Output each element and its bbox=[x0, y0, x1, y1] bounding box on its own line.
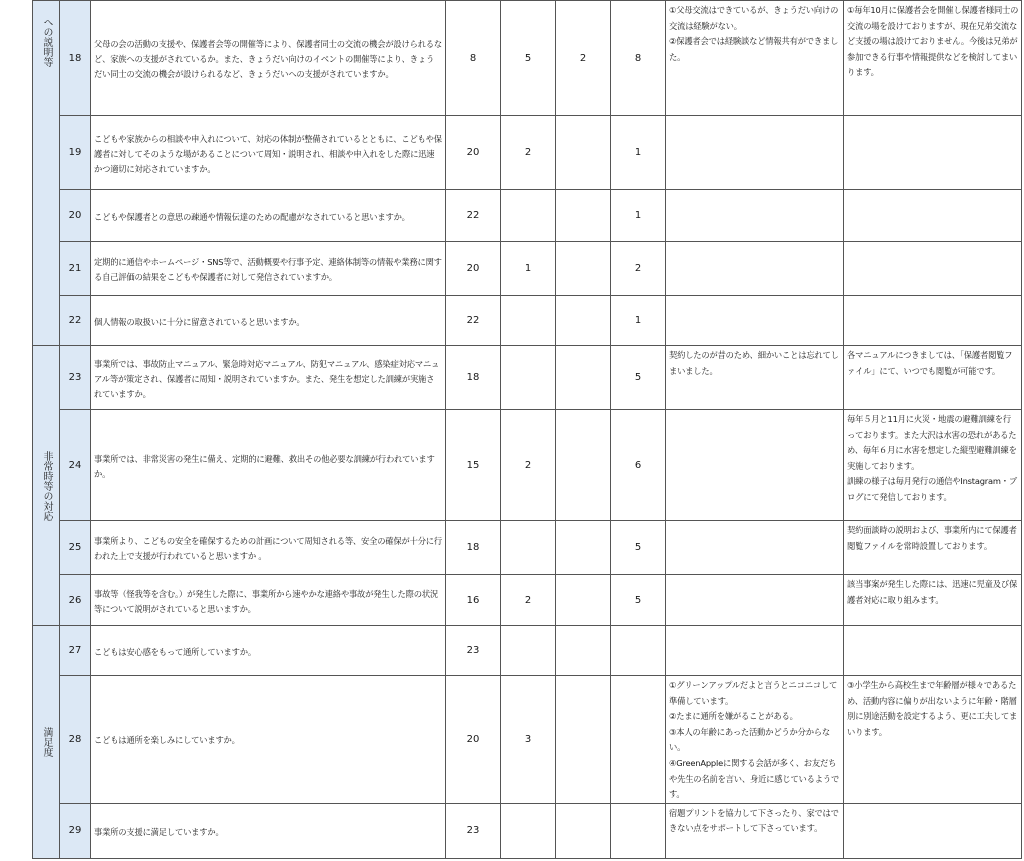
table-row bbox=[33, 116, 1022, 190]
row-number: 18 bbox=[60, 1, 91, 116]
row-number: 28 bbox=[60, 676, 91, 804]
section-label-text: 満足度 bbox=[41, 726, 52, 757]
question-text: 定期的に通信やホームページ・SNS等で、活動概要や行事予定、連絡体制等の情報や業務に関する自己評価の結果をこどもや保護者に対して発信されていますか。 bbox=[91, 242, 446, 296]
row-number: 25 bbox=[60, 521, 91, 575]
answer-unknown bbox=[611, 803, 666, 858]
row-number: 26 bbox=[60, 575, 91, 626]
facility-response bbox=[844, 803, 1022, 858]
answer-yes: 20 bbox=[446, 116, 501, 190]
guardian-comment bbox=[666, 242, 844, 296]
facility-response: 該当事案が発生した際には、迅速に児童及び保護者対応に取り組みます。 bbox=[844, 575, 1022, 626]
row-number: 24 bbox=[60, 410, 91, 521]
section-label bbox=[33, 1, 60, 346]
guardian-comment bbox=[666, 116, 844, 190]
facility-response: ③小学生から高校生まで年齢層が様々であるため、活動内容に偏りが出ないように年齢・階層別に別途活動を設定するよう、更に工夫してまいります。 bbox=[844, 676, 1022, 804]
question-text: こどもは通所を楽しみにしていますか。 bbox=[91, 676, 446, 804]
facility-response bbox=[844, 296, 1022, 346]
facility-response bbox=[844, 626, 1022, 676]
answer-neutral bbox=[501, 346, 556, 410]
answer-no bbox=[556, 521, 611, 575]
answer-no bbox=[556, 346, 611, 410]
facility-response: 毎年５月と11月に火災・地震の避難訓練を行っております。また大沢は水害の恐れがあるため、毎年６月に水害を想定した縦型避難訓練を実施しております。 訓練の様子は毎月発行の通信やInstagram・ブログにて発信しております。 bbox=[844, 410, 1022, 521]
answer-yes: 23 bbox=[446, 626, 501, 676]
answer-neutral bbox=[501, 190, 556, 242]
question-text: 個人情報の取扱いに十分に留意されていると思いますか。 bbox=[91, 296, 446, 346]
answer-no bbox=[556, 626, 611, 676]
table-row bbox=[33, 521, 1022, 575]
answer-yes: 22 bbox=[446, 296, 501, 346]
table-row bbox=[33, 803, 1022, 858]
section-label-text: への説明等 bbox=[41, 17, 52, 67]
answer-neutral bbox=[501, 521, 556, 575]
answer-neutral bbox=[501, 626, 556, 676]
answer-neutral: 1 bbox=[501, 242, 556, 296]
answer-no bbox=[556, 575, 611, 626]
table-row bbox=[33, 410, 1022, 521]
answer-no: 2 bbox=[556, 1, 611, 116]
answer-neutral: 2 bbox=[501, 575, 556, 626]
facility-response: 契約面談時の説明および、事業所内にて保護者閲覧ファイルを常時設置しております。 bbox=[844, 521, 1022, 575]
guardian-comment bbox=[666, 296, 844, 346]
guardian-comment: ①父母交流はできているが、きょうだい向けの交流は経験がない。 ②保護者会では経験談など情報共有ができました。 bbox=[666, 1, 844, 116]
facility-response bbox=[844, 190, 1022, 242]
facility-response: ①毎年10月に保護者会を開催し保護者様同士の交流の場を設けておりますが、現在兄弟交流など支援の場は設けておりません。今後は兄弟が参加できる行事や情報提供などを検討してまいります。 bbox=[844, 1, 1022, 116]
answer-unknown: 1 bbox=[611, 116, 666, 190]
answer-no bbox=[556, 410, 611, 521]
table-row bbox=[33, 346, 1022, 410]
answer-yes: 8 bbox=[446, 1, 501, 116]
table-row bbox=[33, 626, 1022, 676]
answer-yes: 20 bbox=[446, 676, 501, 804]
table-row bbox=[33, 296, 1022, 346]
table-row bbox=[33, 676, 1022, 804]
table-row bbox=[33, 575, 1022, 626]
row-number: 21 bbox=[60, 242, 91, 296]
answer-no bbox=[556, 676, 611, 804]
answer-yes: 22 bbox=[446, 190, 501, 242]
answer-no bbox=[556, 242, 611, 296]
facility-response bbox=[844, 116, 1022, 190]
row-number: 27 bbox=[60, 626, 91, 676]
evaluation-table bbox=[32, 0, 1022, 859]
answer-unknown: 1 bbox=[611, 190, 666, 242]
facility-response: 各マニュアルにつきましては、「保護者閲覧ファイル」にて、いつでも閲覧が可能です。 bbox=[844, 346, 1022, 410]
row-number: 22 bbox=[60, 296, 91, 346]
guardian-comment: 契約したのが昔のため、細かいことは忘れてしまいました。 bbox=[666, 346, 844, 410]
answer-no bbox=[556, 803, 611, 858]
guardian-comment bbox=[666, 521, 844, 575]
question-text: こどもは安心感をもって通所していますか。 bbox=[91, 626, 446, 676]
section-label-text: 非常時等の対応 bbox=[41, 450, 52, 521]
table-row bbox=[33, 242, 1022, 296]
answer-unknown: 2 bbox=[611, 242, 666, 296]
row-number: 20 bbox=[60, 190, 91, 242]
answer-neutral: 2 bbox=[501, 116, 556, 190]
answer-yes: 18 bbox=[446, 521, 501, 575]
facility-response bbox=[844, 242, 1022, 296]
table-row bbox=[33, 1, 1022, 116]
question-text: 事業所では、事故防止マニュアル、緊急時対応マニュアル、防犯マニュアル、感染症対応マニュアル等が策定され、保護者に周知・説明されていますか。また、発生を想定した訓練が実施されていますか。 bbox=[91, 346, 446, 410]
answer-no bbox=[556, 190, 611, 242]
guardian-comment bbox=[666, 190, 844, 242]
section-label bbox=[33, 346, 60, 626]
answer-yes: 16 bbox=[446, 575, 501, 626]
answer-no bbox=[556, 116, 611, 190]
answer-neutral: 3 bbox=[501, 676, 556, 804]
answer-unknown bbox=[611, 676, 666, 804]
answer-neutral: 5 bbox=[501, 1, 556, 116]
row-number: 19 bbox=[60, 116, 91, 190]
section-label bbox=[33, 626, 60, 859]
question-text: 事業所の支援に満足していますか。 bbox=[91, 803, 446, 858]
answer-yes: 23 bbox=[446, 803, 501, 858]
answer-yes: 20 bbox=[446, 242, 501, 296]
answer-unknown bbox=[611, 626, 666, 676]
guardian-comment bbox=[666, 626, 844, 676]
question-text: 事業所より、こどもの安全を確保するための計画について周知される等、安全の確保が十分に行われた上で支援が行われていると思いますか 。 bbox=[91, 521, 446, 575]
row-number: 29 bbox=[60, 803, 91, 858]
guardian-comment bbox=[666, 575, 844, 626]
row-number: 23 bbox=[60, 346, 91, 410]
answer-unknown: 1 bbox=[611, 296, 666, 346]
question-text: 父母の会の活動の支援や、保護者会等の開催等により、保護者同士の交流の機会が設けられるなど、家族への支援がされているか。また、きょうだい向けのイベントの開催等により、きょうだい同士の交流の機会が設けられるなど、きょうだいへの支援がされていますか。 bbox=[91, 1, 446, 116]
guardian-comment: ①グリーンアップルだよと言うとニコニコして準備しています。 ②たまに通所を嫌がることがある。 ③本人の年齢にあった活動かどうか分からない。 ④GreenAppleに関する会話が多く、お友だちや先生の名前を言い、身近に感じているようです。 bbox=[666, 676, 844, 804]
answer-yes: 15 bbox=[446, 410, 501, 521]
answer-no bbox=[556, 296, 611, 346]
answer-unknown: 5 bbox=[611, 521, 666, 575]
answer-unknown: 8 bbox=[611, 1, 666, 116]
question-text: こどもや保護者との意思の疎通や情報伝達のための配慮がなされていると思いますか。 bbox=[91, 190, 446, 242]
answer-unknown: 6 bbox=[611, 410, 666, 521]
answer-yes: 18 bbox=[446, 346, 501, 410]
guardian-comment bbox=[666, 410, 844, 521]
answer-unknown: 5 bbox=[611, 575, 666, 626]
table-row bbox=[33, 190, 1022, 242]
answer-neutral: 2 bbox=[501, 410, 556, 521]
answer-unknown: 5 bbox=[611, 346, 666, 410]
answer-neutral bbox=[501, 803, 556, 858]
question-text: 事業所では、非常災害の発生に備え、定期的に避難、救出その他必要な訓練が行われていますか。 bbox=[91, 410, 446, 521]
question-text: 事故等（怪我等を含む。）が発生した際に、事業所から速やかな連絡や事故が発生した際の状況等について説明がされていると思いますか。 bbox=[91, 575, 446, 626]
guardian-comment: 宿題プリントを協力して下さったり、家ではできない点をサポートして下さっています。 bbox=[666, 803, 844, 858]
question-text: こどもや家族からの相談や申入れについて、対応の体制が整備されているとともに、こどもや保護者に対してそのような場があることについて周知・説明され、相談や申入れをした際に迅速かつ適切に対応されていますか。 bbox=[91, 116, 446, 190]
answer-neutral bbox=[501, 296, 556, 346]
